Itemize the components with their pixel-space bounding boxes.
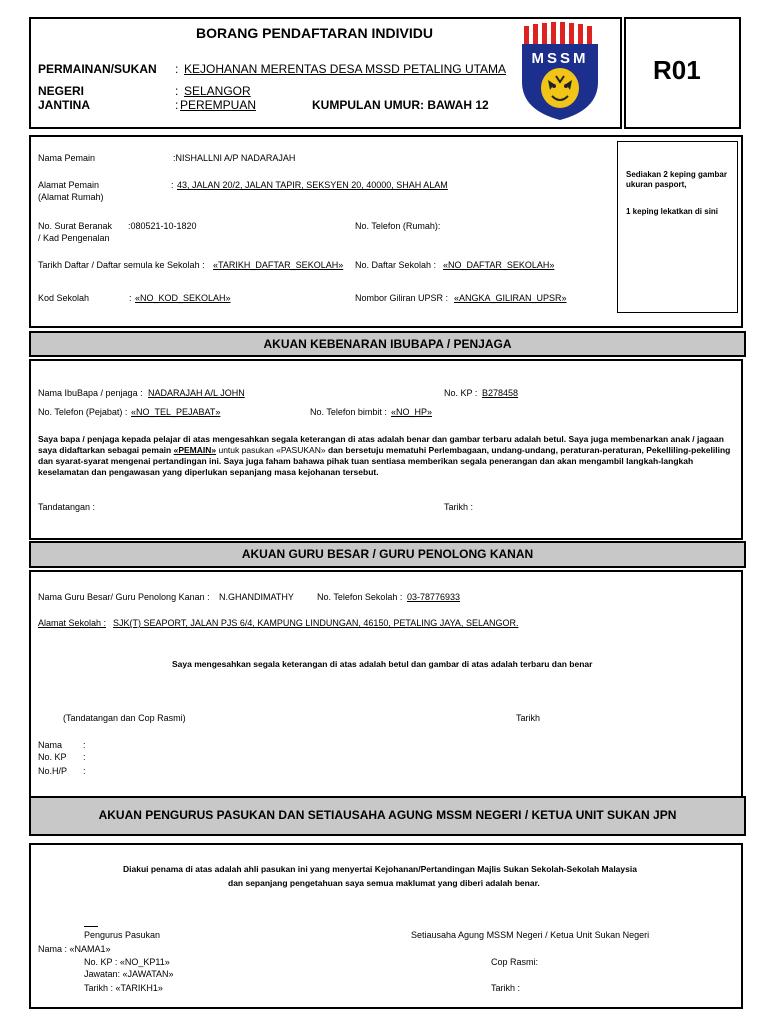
guru-hp-field: No.H/P	[38, 766, 68, 776]
upsr-label: Nombor Giliran UPSR :	[355, 293, 449, 303]
permainan-label: PERMAINAN/SUKAN	[38, 62, 157, 76]
guru-tandatangan-label: (Tandatangan dan Cop Rasmi)	[63, 713, 186, 723]
guru-tarikh-label: Tarikh	[516, 713, 541, 723]
alamat-pemain-sub: (Alamat Rumah)	[38, 192, 104, 202]
kod-sekolah-value: «NO_KOD_SEKOLAH»	[135, 293, 231, 303]
surat-beranak-label: No. Surat Beranak	[38, 221, 113, 231]
alamat-pemain-value: 43, JALAN 20/2, JALAN TAPIR, SEKSYEN 20, 40000, SHAH ALAM	[177, 180, 448, 190]
tarikh-daftar-value: «TARIKH_DAFTAR_SEKOLAH»	[213, 260, 344, 270]
nama-pemain-label: Nama Pemain	[38, 153, 96, 163]
tarikh-right-label: Tarikh :	[491, 983, 521, 993]
photo-box	[617, 141, 738, 313]
telefon-rumah-label: No. Telefon (Rumah):	[355, 221, 441, 231]
alamat-pemain-colon: :	[171, 180, 174, 190]
guru-band: AKUAN GURU BESAR / GURU PENOLONG KANAN	[29, 541, 746, 568]
jantina-label: JANTINA	[38, 98, 91, 112]
guru-alamat-label: Alamat Sekolah :	[38, 618, 107, 628]
kumpulan-umur: KUMPULAN UMUR: BAWAH 12	[312, 98, 489, 112]
pengurus-signature-line	[84, 926, 98, 927]
no-daftar-label: No. Daftar Sekolah :	[355, 260, 437, 270]
statement-pemain: «PEMAIN»	[173, 445, 217, 455]
ibubapa-nama-label: Nama IbuBapa / penjaga :	[38, 388, 143, 398]
pengurus-nama-line: Nama : «NAMA1»	[38, 944, 111, 954]
ibubapa-kp-value: B278458	[482, 388, 519, 398]
pengurus-statement-1: Diakui penama di atas adalah ahli pasukan ini yang menyertai Kejohanan/Pertandingan Majlis Sukan Sekolah-Sekolah Malaysia	[123, 864, 637, 874]
kad-pengenalan-label: / Kad Pengenalan	[38, 233, 110, 243]
pengurus-tarikh-line: Tarikh : «TARIKH1»	[84, 983, 163, 993]
tel-bimbit-label: No. Telefon bimbit :	[310, 407, 387, 417]
tel-pejabat-value: «NO_TEL_PEJABAT»	[131, 407, 221, 417]
surat-beranak-value: :080521-10-1820	[128, 221, 197, 231]
statement-part-c: dan bersetuju mematuhi Perlembagaan, undang-undang, peraturan-peraturan, Pekelliling-pekeliling dan syarat-syarat mengenai pertandingan ini. Saya juga faham bahawa pihak tuan sentiasa memberikan segala penerangan dan akan mengambil langkah-langkah keselamatan dan pengawasan yang diperlukan sepanjang masa kejohanan tersebut.	[38, 445, 731, 477]
negeri-label: NEGERI	[38, 84, 85, 98]
kod-sekolah-label: Kod Sekolah	[38, 293, 90, 303]
pengurus-jawatan-line: Jawatan: «JAWATAN»	[84, 969, 174, 979]
tarikh-daftar-label: Tarikh Daftar / Daftar semula ke Sekolah :	[38, 260, 205, 270]
guru-tel-value: 03-78776933	[407, 592, 461, 602]
pengurus-label: Pengurus Pasukan	[84, 930, 161, 940]
guru-kp-field: No. KP	[38, 752, 67, 762]
pengurus-kp-line: No. KP : «NO_KP11»	[84, 957, 170, 967]
photo-instruction-2: 1 keping lekatkan di sini	[626, 207, 719, 216]
svg-text:MSSM: MSSM	[531, 50, 589, 67]
guru-kp-colon: :	[83, 752, 86, 762]
setiausaha-label: Setiausaha Agung MSSM Negeri / Ketua Unit Sukan Negeri	[411, 930, 650, 940]
ibubapa-statement	[38, 434, 736, 478]
alamat-pemain-label: Alamat Pemain	[38, 180, 100, 190]
form-code: R01	[653, 55, 701, 85]
mssm-logo	[520, 22, 600, 122]
guru-tel-label: No. Telefon Sekolah :	[317, 592, 403, 602]
guru-alamat-value: SJK(T) SEAPORT, JALAN PJS 6/4, KAMPUNG LINDUNGAN, 46150, PETALING JAYA, SELANGOR.	[113, 618, 519, 628]
guru-nama-value: N.GHANDIMATHY	[219, 592, 294, 602]
negeri-value: SELANGOR	[184, 84, 251, 98]
nama-pemain-value: :NISHALLNI A/P NADARAJAH	[173, 153, 296, 163]
guru-nama-label: Nama Guru Besar/ Guru Penolong Kanan :	[38, 592, 210, 602]
guru-box	[29, 570, 743, 808]
kod-sekolah-colon: :	[129, 293, 132, 303]
photo-instruction-1: Sediakan 2 keping gambar ukuran pasport,	[626, 170, 727, 189]
upsr-value: «ANGKA_GILIRAN_UPSR»	[454, 293, 567, 303]
tel-pejabat-label: No. Telefon (Pejabat) :	[38, 407, 128, 417]
permainan-value: KEJOHANAN MERENTAS DESA MSSD PETALING UTAMA	[184, 62, 507, 76]
guru-statement: Saya mengesahkan segala keterangan di atas adalah betul dan gambar di atas adalah terbaru dan benar	[172, 659, 593, 669]
guru-hp-colon: :	[83, 766, 86, 776]
jantina-value: PEREMPUAN	[180, 98, 257, 112]
ibubapa-band: AKUAN KEBENARAN IBUBAPA / PENJAGA	[29, 331, 746, 357]
no-daftar-value: «NO_DAFTAR_SEKOLAH»	[443, 260, 555, 270]
pengurus-statement-2: dan sepanjang pengetahuan saya semua maklumat yang diberi adalah benar.	[228, 878, 540, 888]
permainan-colon: :	[175, 62, 179, 76]
negeri-colon: :	[175, 84, 179, 98]
ibubapa-nama-value: NADARAJAH A/L JOHN	[148, 388, 245, 398]
statement-pasukan: untuk pasukan «PASUKAN»	[216, 445, 326, 455]
guru-nama-field: Nama	[38, 740, 63, 750]
pengurus-band: AKUAN PENGURUS PASUKAN DAN SETIAUSAHA AGUNG MSSM NEGERI / KETUA UNIT SUKAN JPN	[29, 796, 746, 836]
form-title: BORANG PENDAFTARAN INDIVIDU	[196, 25, 433, 41]
guru-nama-colon: :	[83, 740, 86, 750]
jantina-colon: :	[175, 98, 179, 112]
ibubapa-kp-label: No. KP :	[444, 388, 478, 398]
tel-bimbit-value: «NO_HP»	[391, 407, 433, 417]
cop-rasmi-label: Cop Rasmi:	[491, 957, 539, 967]
ibubapa-tandatangan-label: Tandatangan :	[38, 502, 96, 512]
ibubapa-tarikh-label: Tarikh :	[444, 502, 474, 512]
statement-part-a: Saya bapa / penjaga kepada pelajar di atas mengesahkan segala keterangan di atas adalah benar dan gambar terbaru adalah betul. Saya juga membenarkan anak / jagaan saya didaftarkan sebagai pemain	[38, 434, 724, 455]
